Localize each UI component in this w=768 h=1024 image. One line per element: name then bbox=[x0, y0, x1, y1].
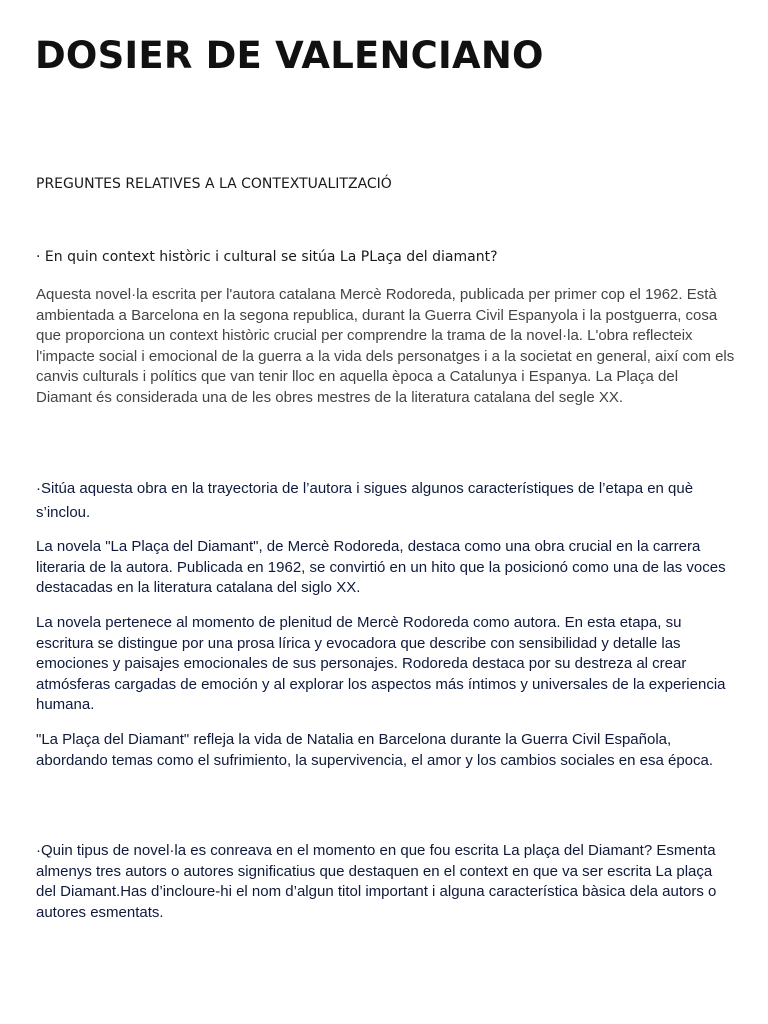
answer-1-paragraph: Aquesta novel·la escrita per l'autora catalana Mercè Rodoreda, publicada per primer cop el 1962. Està ambientada a Barcelona en la segona republica, durant la Guerra Civil Espanyola i la postguerra, cosa que proporciona un context històric crucial per comprendre la trama de la novel·la. L'obra reflecteix l'impacte social i emocional de la guerra a la vida dels personatges i a la societat en general, així com els canvis culturals i polítics que van tenir lloc en aquella època a Catalunya i Espanya. La Plaça del Diamant és considerada una de les obres mestres de la literatura catalana del segle XX. bbox=[36, 286, 735, 406]
section-heading: PREGUNTES RELATIVES A LA CONTEXTUALITZACIÓ bbox=[36, 176, 392, 192]
answer-2-paragraph-1: La novela "La Plaça del Diamant", de Mercè Rodoreda, destaca como una obra crucial en la carrera literaria de la autora. Publicada en 1962, se convirtió en un hito que la posicionó como una de las voces destacadas en la literatura catalana del siglo XX. bbox=[36, 538, 726, 596]
question-3: ·Quin tipus de novel·la es conreava en el momento en que fou escrita La plaça del Diamant? Esmenta almenys tres autors o autores significatius que destaquen en el context en que va ser escrita La plaça del Diamant.Has d’incloure-hi el nom d’algun titol important i alguna característica bàsica dela autors o autores esmentats. bbox=[36, 842, 717, 921]
question-2: ·Sitúa aquesta obra en la trayectoria de l’autora i sigues algunos característiques de l’etapa en què s’inclou. bbox=[36, 480, 694, 521]
answer-2-paragraph-2: La novela pertenece al momento de plenitud de Mercè Rodoreda como autora. En esta etapa, su escritura se distingue por una prosa lírica y evocadora que describe con sensibilidad y detalle las emociones y paisajes emocionales de sus personajes. Rodoreda destaca por su destreza al crear atmósferas cargadas de emoción y al explorar los aspectos más íntimos y universales de la experiencia humana. bbox=[36, 614, 726, 713]
answer-2-paragraph-3: "La Plaça del Diamant" refleja la vida de Natalia en Barcelona durante la Guerra Civil Española, abordando temas como el sufrimiento, la supervivencia, el amor y los cambios sociales en esa época. bbox=[36, 731, 714, 769]
document-title: DOSIER DE VALENCIANO bbox=[35, 34, 544, 77]
question-1: · En quin context històric i cultural se sitúa La PLaça del diamant? bbox=[36, 249, 498, 265]
